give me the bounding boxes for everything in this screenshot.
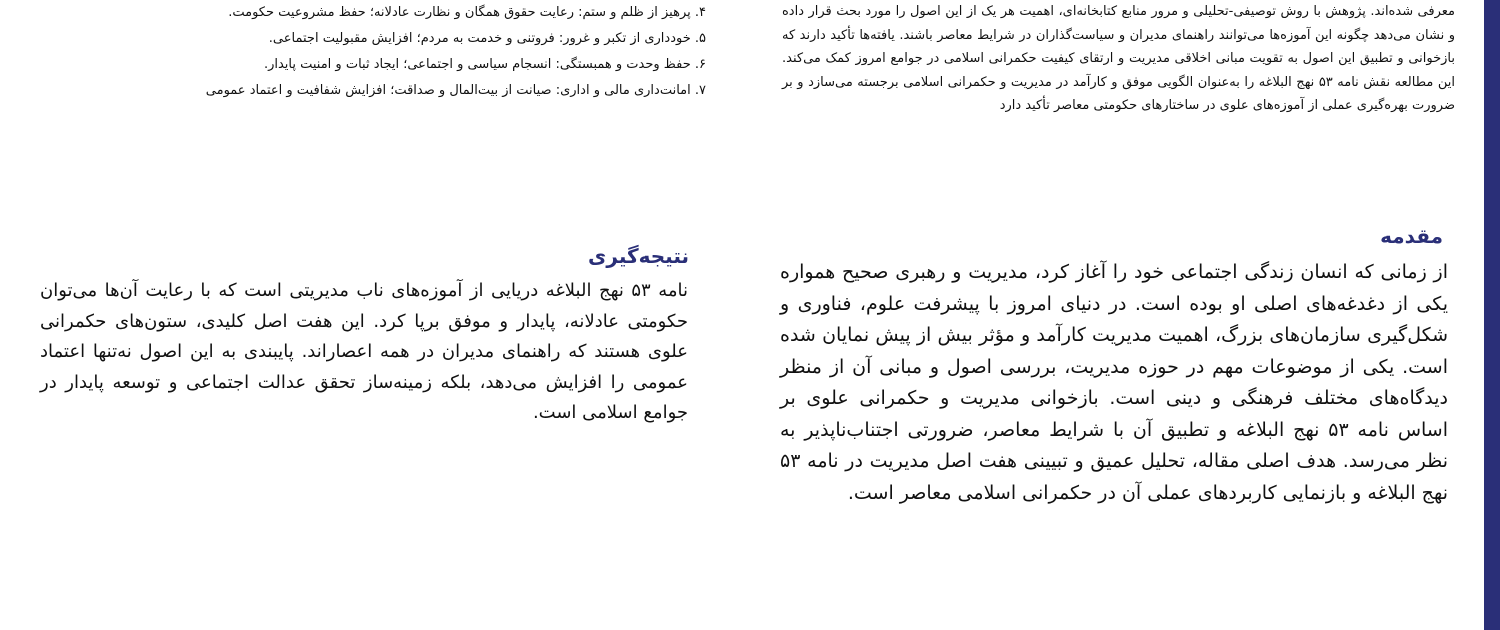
abstract-text: معرفی شده‌اند. پژوهش با روش توصیفی-تحلیلی و مرور منابع کتابخانه‌ای، اهمیت هر یک از این اصول را مورد بحث قرار داده و نشان می‌دهد چگونه این آموزه‌ها می‌توانند راهنمای مدیران و سیاست‌گذاران در شرایط معاصر باشند. یافته‌ها تأکید دارند که بازخوانی و تطبیق این اصول به تقویت مبانی اخلاقی مدیریت و ارتقای کیفیت حکمرانی اسلامی در جوامع امروز کمک می‌کند. این مطالعه نقش نامه ۵۳ نهج البلاغه را به‌عنوان الگویی موفق و کارآمد در مدیریت و حکمرانی اسلامی برجسته می‌سازد و بر ضرورت بهره‌گیری عملی از آموزه‌های علوی در ساختارهای حکومتی معاصر تأکید دارد: [782, 4, 1455, 113]
conclusion-text: نامه ۵۳ نهج البلاغه دریایی از آموزه‌های ناب مدیریتی است که با رعایت آن‌ها می‌توان حکومتی عادلانه، پایدار و موفق برپا کرد. این هفت اصل کلیدی، ستون‌های حکمرانی علوی هستند که راهنمای مدیران در همه اعصاراند. پایبندی به این اصول نه‌تنها اعتماد عمومی را افزایش می‌دهد، بلکه زمینه‌ساز تحقق عدالت اجتماعی و توسعه پایدار در جوامع اسلامی است.: [40, 280, 688, 423]
list-item: ۴. پرهیز از ظلم و ستم: رعایت حقوق همگان و نظارت عادلانه؛ حفظ مشروعیت حکومت.: [228, 5, 706, 20]
list-item: ۷. امانت‌داری مالی و اداری: صیانت از بیت‌المال و صداقت؛ افزایش شفافیت و اعتماد عمومی: [205, 83, 706, 98]
intro-text: از زمانی که انسان زندگی اجتماعی خود را آغاز کرد، مدیریت و رهبری صحیح همواره یکی از دغدغه‌های اصلی او بوده است. در دنیای امروز با پیشرفت علوم، فناوری و شکل‌گیری سازمان‌های بزرگ، اهمیت مدیریت کارآمد و مؤثر بیش از پیش نمایان شده است. یکی از موضوعات مهم در حوزه مدیریت، بررسی اصول و مبانی آن از منظر دیدگاه‌های مختلف فرهنگی و دینی است. بازخوانی مدیریت و حکمرانی علوی بر اساس نامه ۵۳ نهج البلاغه و تطبیق آن با شرایط معاصر، ضرورتی اجتناب‌ناپذیر به نظر می‌رسد. هدف اصلی مقاله، تحلیل عمیق و تبیینی هفت اصل مدیریت در نامه ۵۳ نهج البلاغه و بازنمایی کاربردهای عملی آن در حکمرانی اسلامی معاصر است.: [780, 261, 1448, 504]
list-item: ۶. حفظ وحدت و همبستگی: انسجام سیاسی و اجتماعی؛ ایجاد ثبات و امنیت پایدار.: [263, 57, 706, 72]
abstract-section: [782, 0, 1455, 118]
conclusion-section: [40, 276, 688, 429]
page-frame-bar: [1484, 0, 1500, 630]
list-item: ۵. خودداری از تکبر و غرور: فروتنی و خدمت به مردم؛ افزایش مقبولیت اجتماعی.: [268, 31, 706, 46]
intro-heading: مقدمه: [1380, 224, 1443, 248]
intro-section: [780, 257, 1448, 509]
principles-list: [96, 0, 706, 104]
conclusion-heading: نتیجه‌گیری: [588, 244, 689, 268]
